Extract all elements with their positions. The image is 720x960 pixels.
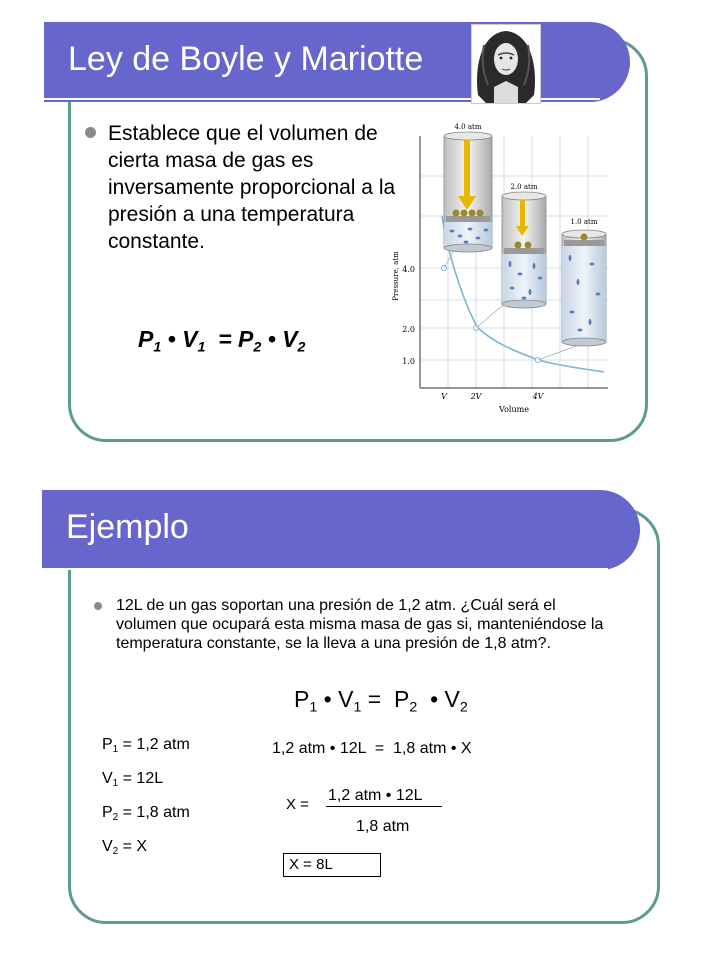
ex-eq-v2-sub: 2	[459, 699, 468, 716]
cylinder-label-2atm: 2.0 atm	[510, 183, 538, 191]
fraction-numerator: 1,2 atm • 12L	[328, 787, 423, 804]
given-p1-sym: P	[102, 736, 113, 753]
x-axis-label: Volume	[499, 405, 529, 414]
given-p2-sym: P	[102, 804, 113, 821]
given-v2-value: = X	[118, 838, 148, 855]
slide-2-bullet-text: 12L de un gas soportan una presión de 1,2 atm. ¿Cuál será el volumen que ocupará esta misma masa de gas si, manteniéndose la temperatura constante, se la lleva a una presión de 1,8 atm?.	[116, 597, 604, 652]
given-p2-value: = 1,8 atm	[118, 804, 190, 821]
ex-eq-p1-sub: 1	[309, 699, 318, 716]
given-v2-sub: 2	[112, 845, 119, 857]
slide-2-title-bar	[42, 490, 640, 570]
ex-eq-v1-sub: 1	[353, 699, 362, 716]
ex-eq-p1: P	[294, 686, 310, 712]
eq-v1-sub: 1	[197, 339, 206, 356]
eq-p2-sub: 2	[253, 339, 262, 356]
ex-eq-v1: V	[338, 686, 354, 712]
cylinder-4atm	[444, 123, 492, 252]
slide-1-title: Ley de Boyle y Mariotte	[68, 40, 424, 78]
ex-eq-p2: P	[394, 686, 410, 712]
given-v2-sym: V	[102, 838, 113, 855]
slide-1-bullet-dot	[85, 127, 96, 138]
given-v1-value: = 12L	[118, 770, 164, 787]
ex-eq-equals: =	[367, 686, 382, 712]
eq-v2-sub: 2	[297, 339, 306, 356]
cylinder-label-1atm: 1.0 atm	[570, 218, 598, 226]
slide-2-title: Ejemplo	[66, 508, 189, 546]
fraction-bar	[326, 806, 442, 807]
eq-p1: P	[138, 326, 154, 352]
y-tick-1: 1.0	[402, 357, 415, 366]
cylinder-label-4atm: 4.0 atm	[454, 123, 482, 131]
eq-p1-sub: 1	[153, 339, 162, 356]
x-tick-4v: 4V	[532, 392, 544, 401]
eq-equals: =	[218, 326, 232, 352]
x-tick-v: V	[441, 392, 447, 401]
ex-eq-p2-sub: 2	[409, 699, 418, 716]
cylinder-1atm	[562, 218, 606, 346]
x-tick-2v: 2V	[470, 392, 482, 401]
given-p1-value: = 1,2 atm	[118, 736, 190, 753]
y-tick-4: 4.0	[402, 265, 415, 274]
eq-dot1: •	[167, 326, 176, 352]
given-p2-sub: 2	[112, 811, 119, 823]
answer-text: X = 8L	[289, 856, 333, 873]
eq-dot2: •	[267, 326, 276, 352]
boyle-portrait	[471, 24, 541, 104]
slide-1-bullet-text: Establece que el volumen de cierta masa de gas es inversamente proporcional a la presión a una temperatura constante.	[108, 122, 396, 253]
slide-2-title-underline	[42, 568, 608, 570]
pressure-volume-figure	[380, 116, 620, 422]
y-axis-label: Pressure, atm	[392, 251, 400, 301]
boyle-equation	[138, 326, 305, 355]
given-p2	[102, 804, 190, 823]
ex-eq-v2: V	[444, 686, 460, 712]
slide-2-bullet-dot	[94, 602, 102, 610]
given-v1-sub: 1	[112, 777, 119, 789]
ex-eq-dot1: •	[323, 686, 332, 712]
eq-p2: P	[238, 326, 254, 352]
given-v2	[102, 838, 147, 857]
ex-eq-dot2: •	[430, 686, 439, 712]
y-tick-2: 2.0	[402, 325, 415, 334]
eq-v2: V	[282, 326, 298, 352]
given-p1	[102, 736, 190, 755]
given-v1-sym: V	[102, 770, 113, 787]
example-general-equation	[294, 686, 468, 715]
substitution-equation: 1,2 atm • 12L = 1,8 atm • X	[272, 740, 472, 757]
cylinder-2atm	[502, 183, 546, 308]
eq-v1: V	[182, 326, 198, 352]
x-equals-label: X =	[286, 796, 309, 813]
given-p1-sub: 1	[112, 743, 119, 755]
given-v1	[102, 770, 163, 789]
slide-1-title-bar	[44, 22, 630, 102]
fraction-denominator: 1,8 atm	[356, 818, 410, 835]
